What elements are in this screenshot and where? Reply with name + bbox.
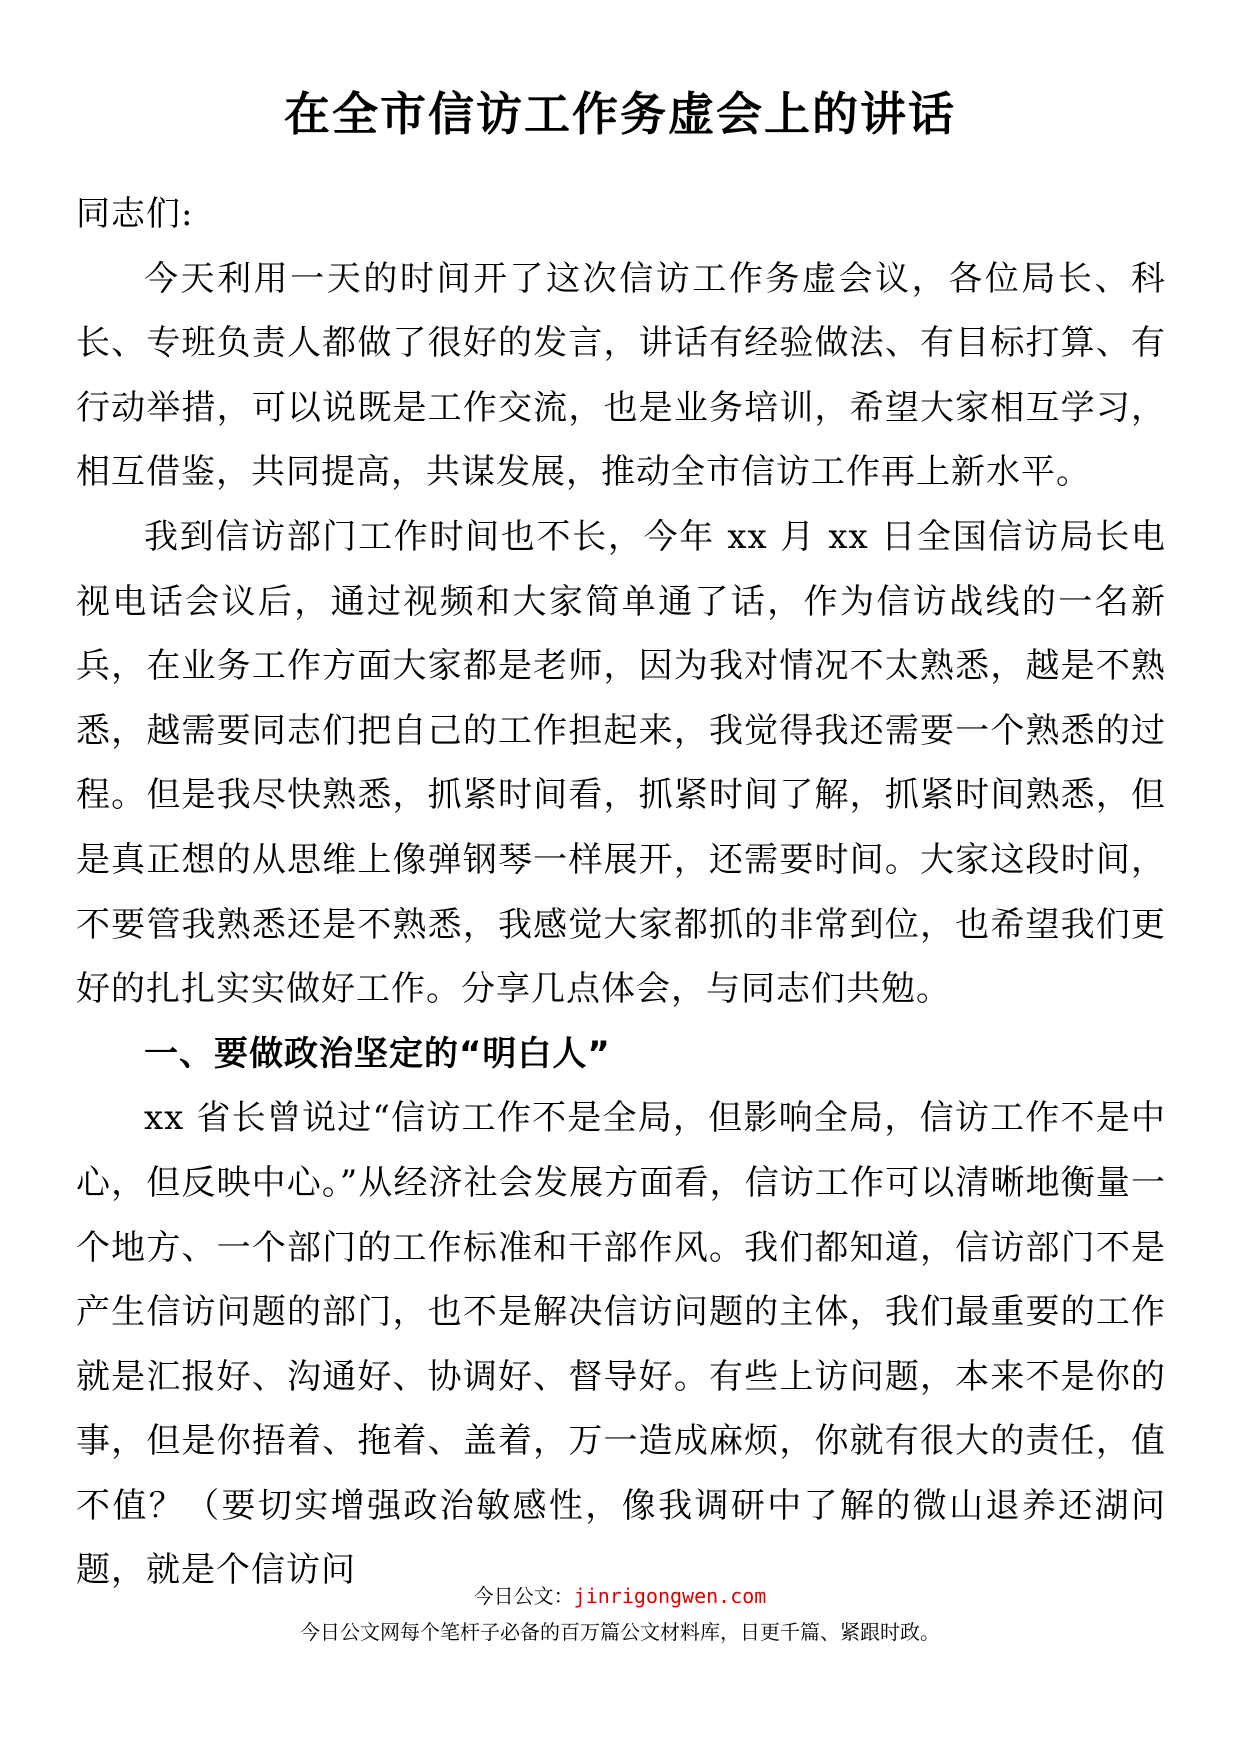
document-title: 在全市信访工作务虚会上的讲话 (284, 87, 956, 141)
paragraph-opening: 今天利用一天的时间开了这次信访工作务虚会议，各位局长、科长、专班负责人都做了很好的发言，讲话有经验做法、有目标打算、有行动举措，可以说既是工作交流，也是业务培训，希望大家相互学习，相互借鉴，共同提高，共谋发展，推动全市信访工作再上新水平。 (76, 258, 1166, 493)
salutation: 同志们: (76, 194, 194, 234)
footer-site-link[interactable]: jinrigongwen.com (573, 1584, 767, 1608)
footer-slogan: 今日公文网每个笔杆子必备的百万篇公文材料库，日更千篇、紧跟时政。 (300, 1620, 940, 1644)
footer-source-line (0, 1580, 1240, 1609)
footer-brand-label: 今日公文： (473, 1584, 574, 1608)
paragraph-section-one: xx 省长曾说过“信访工作不是全局，但影响全局，信访工作不是中心，但反映中心。”从经济社会发展方面看，信访工作可以清晰地衡量一个地方、一个部门的工作标准和干部作风。我们都知道，信访部门不是产生信访问题的部门，也不是解决信访问题的主体，我们最重要的工作就是汇报好、沟通好、协调好、督导好。有些上访问题，本来不是你的事，但是你捂着、拖着、盖着，万一造成麻烦，你就有很大的责任，值不值？（要切实增强政治敏感性，像我调研中了解的微山退养还湖问题，就是个信访问 (76, 1098, 1166, 1591)
paragraph-background: 我到信访部门工作时间也不长，今年 xx 月 xx 日全国信访局长电视电话会议后，通过视频和大家简单通了话，作为信访战线的一名新兵，在业务工作方面大家都是老师，因为我对情况不太熟悉，越是不熟悉，越需要同志们把自己的工作担起来，我觉得我还需要一个熟悉的过程。但是我尽快熟悉，抓紧时间看，抓紧时间了解，抓紧时间熟悉，但是真正想的从思维上像弹钢琴一样展开，还需要时间。大家这段时间，不要管我熟悉还是不熟悉，我感觉大家都抓的非常到位，也希望我们更好的扎扎实实做好工作。分享几点体会，与同志们共勉。 (76, 516, 1166, 1010)
section-heading: 一、要做政治坚定的“明白人” (144, 1033, 611, 1074)
document-body (76, 182, 1166, 1603)
